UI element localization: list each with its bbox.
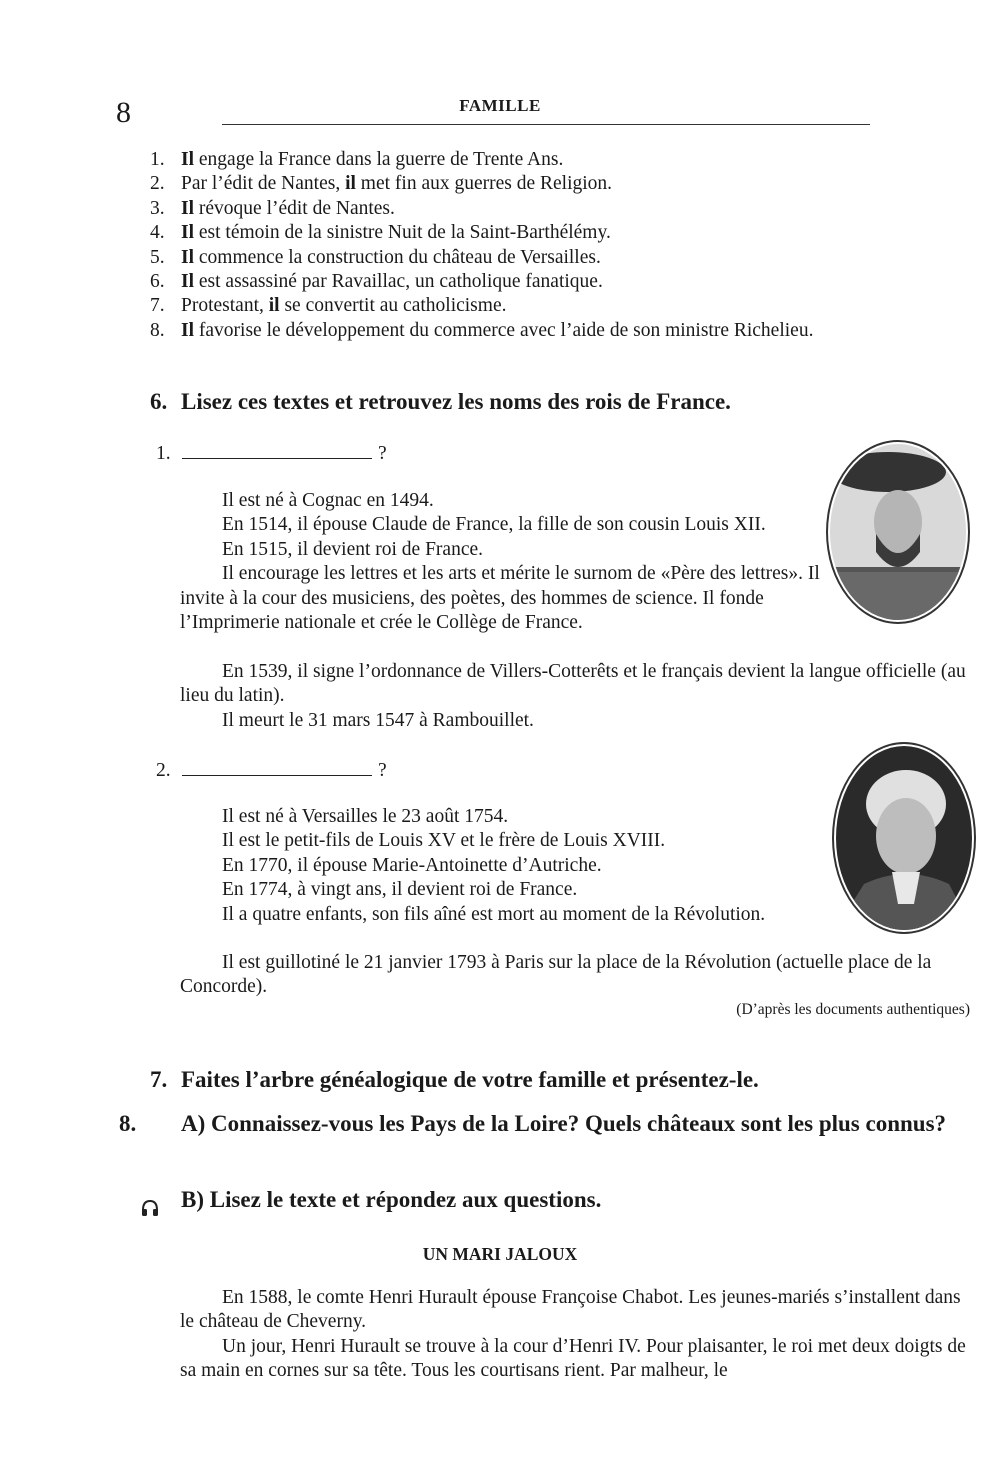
king2-text-bottom: Il est guillotiné le 21 janvier 1793 à Paris sur la place de la Révolution (actuelle place de la Concorde). xyxy=(180,952,932,998)
answer-blank-2[interactable]: 2. ? xyxy=(156,757,387,782)
list-item: 6. Il est assassiné par Ravaillac, un catholique fanatique. xyxy=(150,271,603,293)
list-item: 8. Il favorise le développement du commerce avec l’aide de son ministre Richelieu. xyxy=(150,319,814,341)
king1-text-top: Il est né à Cognac en 1494. En 1514, il épouse Claude de France, la fille de son cousin Louis XII. En 1515, il devient roi de France. Il encourage les lettres et les arts et mérite le surnom de «Père des lettres». Il invite à la cour des musiciens, des poètes, des hommes de science. Il fonde l’Imprimerie nationale et crée le Collège de France. xyxy=(180,490,820,634)
portrait-louis xyxy=(832,742,976,934)
list-item: 5. Il commence la construction du château de Versailles. xyxy=(150,246,601,268)
clue-list xyxy=(150,148,960,343)
answer-blank-1[interactable]: 1. ? xyxy=(156,440,387,465)
source-note: (D’après les documents authentiques) xyxy=(736,1001,970,1018)
list-item: 2. Par l’édit de Nantes, il met fin aux guerres de Religion. xyxy=(150,173,613,195)
running-head: FAMILLE xyxy=(459,96,541,115)
list-item: 7. Protestant, il se convertit au catholicisme. xyxy=(150,295,507,317)
portrait-francois xyxy=(826,440,970,624)
story-title: UN MARI JALOUX xyxy=(422,1244,578,1264)
task-6-heading: 6. Lisez ces textes et retrouvez les noms des rois de France. xyxy=(150,389,731,414)
king2-text-top: Il est né à Versailles le 23 août 1754. Il est le petit-fils de Louis XV et le frère de Louis XVIII. En 1770, il épouse Marie-Antoinette d’Autriche. En 1774, à vingt ans, il devient roi de France. Il a quatre enfants, son fils aîné est mort au moment de la Révolution. xyxy=(222,806,766,925)
list-item: 1. Il engage la France dans la guerre de Trente Ans. xyxy=(150,149,564,170)
task-8a-heading: 8. A) Connaissez-vous les Pays de la Loire? Quels châteaux sont les plus connus? xyxy=(119,1111,947,1136)
king1-text-bottom: En 1539, il signe l’ordonnance de Villers-Cotterêts et le français devient la langue officielle (au lieu du latin). Il meurt le 31 mars 1547 à Rambouillet. xyxy=(180,661,966,731)
task-8b-heading: B) Lisez le texte et répondez aux questions. xyxy=(181,1187,602,1212)
story-text: En 1588, le comte Henri Hurault épouse Françoise Chabot. Les jeunes-mariés s’installent dans le château de Cheverny. Un jour, Henri Hurault se trouve à la cour d’Henri IV. Pour plaisanter, le roi met deux doigts de sa main en cornes sur sa tête. Tous les courtisans rient. Par malheur, le xyxy=(180,1287,966,1382)
task-7-heading: 7. Faites l’arbre généalogique de votre famille et présentez-le. xyxy=(150,1067,759,1092)
headphones-icon xyxy=(140,1198,160,1218)
header-rule xyxy=(222,124,870,125)
list-item: 4. Il est témoin de la sinistre Nuit de la Saint-Barthélémy. xyxy=(150,222,611,244)
list-item: 3. Il révoque l’édit de Nantes. xyxy=(150,197,395,219)
page-number: 8 xyxy=(116,96,131,129)
